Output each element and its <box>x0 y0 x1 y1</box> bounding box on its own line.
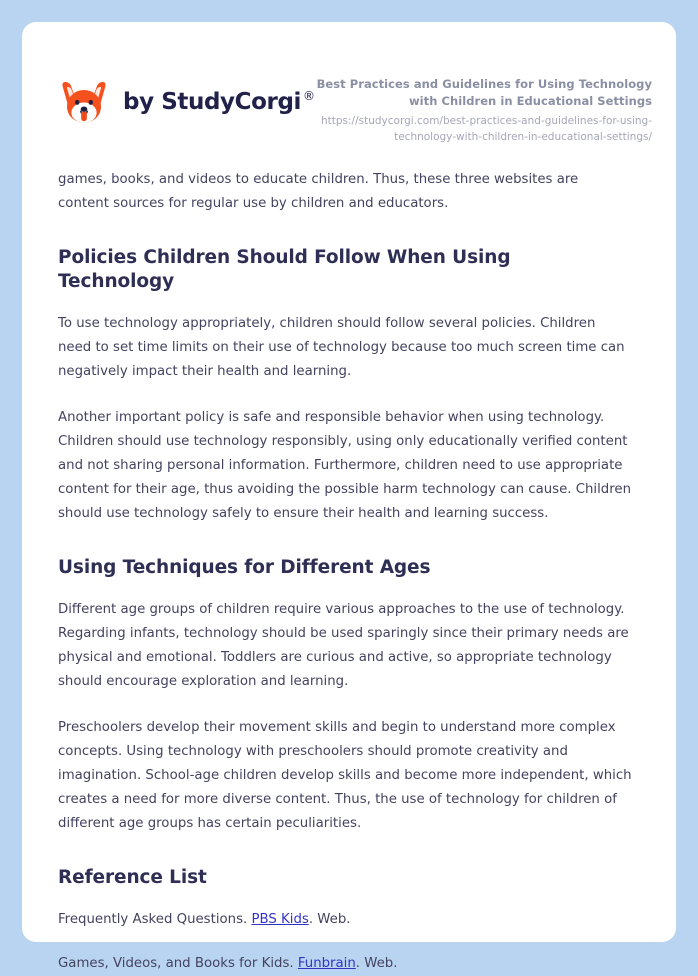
document-header <box>22 22 676 146</box>
reference-link-pbs-kids[interactable]: PBS Kids <box>251 912 309 928</box>
document-meta <box>315 68 652 146</box>
document-body <box>22 146 676 976</box>
registered-trademark-icon: ® <box>303 89 315 104</box>
reference-prefix: Frequently Asked Questions. <box>58 912 252 928</box>
reference-entry <box>58 952 632 976</box>
techniques-paragraph-1: Different age groups of children require various approaches to the use of technology. Regarding infants, technology should be used sparingly since their primary needs are physical and emotional. Toddlers are curious and active, so appropriate technology should encourage exploration and learning. <box>58 601 629 689</box>
section-heading-reference-list: Reference List <box>58 866 207 888</box>
document-title: Best Practices and Guidelines for Using Technology with Children in Educational Settings <box>316 77 652 108</box>
reference-entry <box>58 908 632 932</box>
brand-name-text: by StudyCorgi <box>123 89 302 115</box>
reference-prefix: Games, Videos, and Books for Kids. <box>58 956 298 972</box>
document-url[interactable]: https://studycorgi.com/best-practices-and-guidelines-for-using-technology-with-children-in-educational-settings/ <box>320 115 652 144</box>
section-heading-techniques: Using Techniques for Different Ages <box>58 556 431 578</box>
brand-lockup <box>58 68 315 128</box>
document-page-card <box>22 22 676 972</box>
reference-suffix: . Web. <box>355 956 398 972</box>
intro-paragraph: games, books, and videos to educate children. Thus, these three websites are content sources for regular use by children and educators. <box>58 171 579 211</box>
policies-paragraph-1: To use technology appropriately, children should follow several policies. Children need to set time limits on their use of technology because too much screen time can negatively impact their health and learning. <box>58 315 625 379</box>
corgi-logo-icon <box>58 76 110 128</box>
reference-suffix: . Web. <box>308 912 351 928</box>
techniques-paragraph-2: Preschoolers develop their movement skills and begin to understand more complex concepts. Using technology with preschoolers should promote creativity and imagination. School-age children develop skills and become more independent, which creates a need for more diverse content. Thus, the use of technology for children of different age groups has certain peculiarities. <box>58 719 632 831</box>
reference-link-funbrain[interactable]: Funbrain <box>297 956 356 972</box>
policies-paragraph-2: Another important policy is safe and responsible behavior when using technology. Children should use technology responsibly, using only educationally verified content and not sharing personal information. Furthermore, children need to use appropriate content for their age, thus avoiding the possible harm technology can cause. Children should use technology safely to ensure their health and learning success. <box>58 409 632 521</box>
section-heading-policies: Policies Children Should Follow When Using Technology <box>58 246 511 292</box>
brand-name <box>123 89 315 115</box>
